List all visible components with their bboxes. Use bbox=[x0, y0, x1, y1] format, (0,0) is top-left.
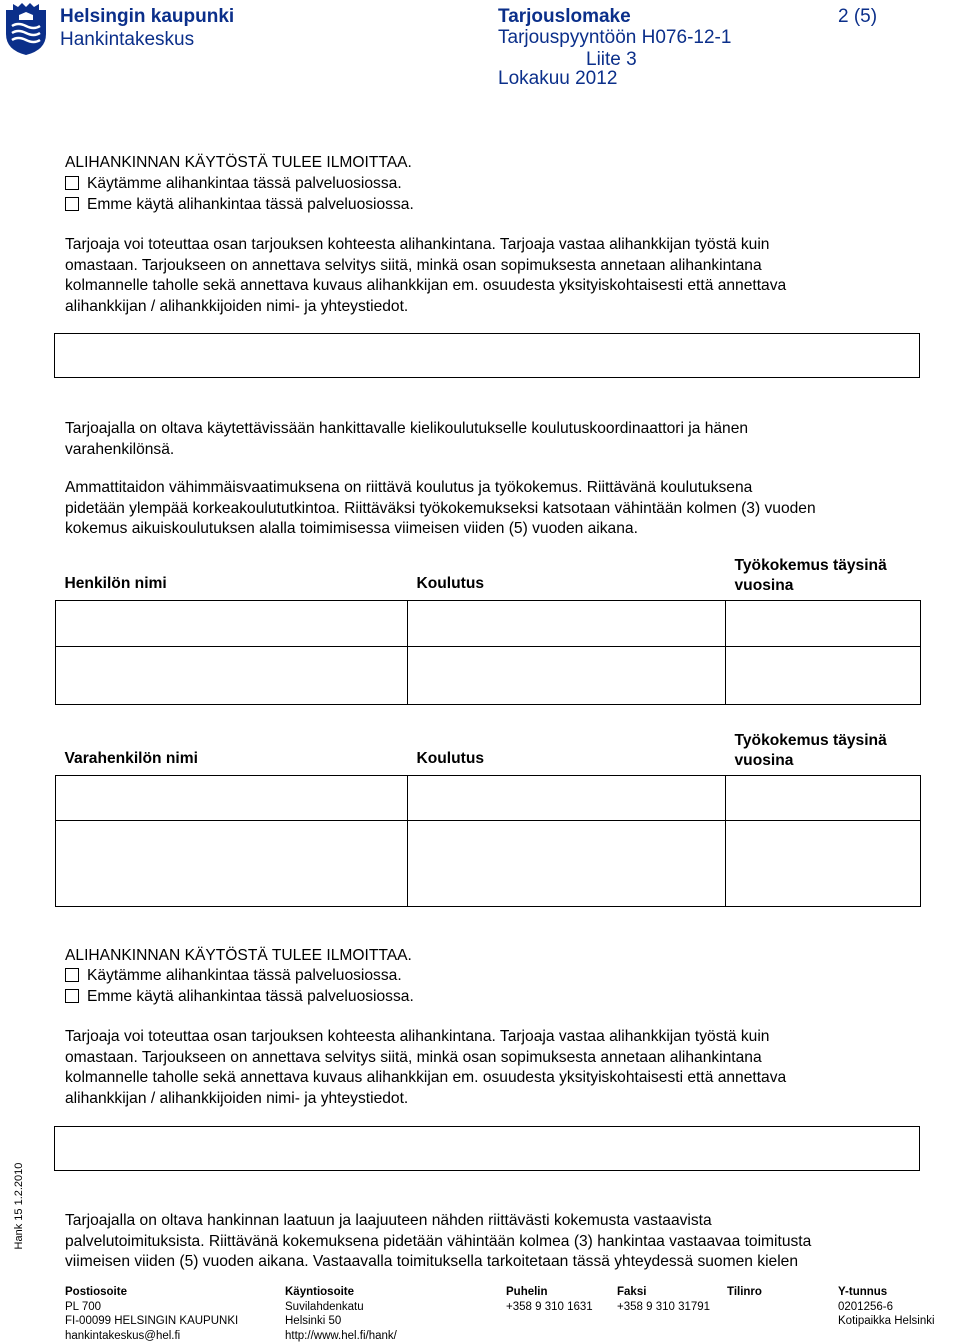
header-line: vuosina bbox=[734, 576, 794, 594]
table-row bbox=[56, 646, 921, 704]
footer-value: FI-00099 HELSINGIN KAUPUNKI bbox=[65, 1315, 239, 1327]
coordinator-paragraph bbox=[65, 419, 895, 460]
cell-name[interactable] bbox=[56, 820, 408, 906]
header-line: Työkokemus täysinä bbox=[734, 556, 887, 574]
text-line: Tarjoajalla on oltava käytettävissään hankittavalle kielikoulutukselle koulutuskoordinaattori ja hänen bbox=[65, 420, 749, 437]
footer-fax bbox=[617, 1285, 710, 1314]
footer-label: Puhelin bbox=[506, 1286, 548, 1298]
option-use-subcontracting[interactable] bbox=[65, 174, 402, 195]
text-line: varahenkilönsä. bbox=[65, 440, 175, 458]
doc-date: Lokakuu 2012 bbox=[498, 68, 618, 89]
coordinator-table bbox=[55, 555, 921, 705]
org-name: Helsingin kaupunki bbox=[60, 6, 235, 27]
qualification-paragraph bbox=[65, 478, 895, 540]
attachment-label: Liite 3 bbox=[586, 49, 637, 70]
footer-value: Helsinki 50 bbox=[285, 1315, 342, 1327]
cell-experience[interactable] bbox=[726, 600, 921, 646]
text-line: Tarjoaja voi toteuttaa osan tarjouksen kohteesta alihankintana. Tarjoaja vastaa alihankkijan työstä kuin bbox=[65, 236, 770, 253]
table-row bbox=[56, 600, 921, 646]
footer-label: Käyntiosoite bbox=[285, 1286, 355, 1298]
option-no-subcontracting[interactable] bbox=[65, 195, 414, 216]
text-line: alihankkijan / alihankkijoiden nimi- ja yhteystiedot. bbox=[65, 1089, 409, 1107]
option-label: Emme käytä alihankintaa tässä palveluosiossa. bbox=[87, 988, 414, 1005]
cell-experience[interactable] bbox=[726, 646, 921, 704]
deputy-table bbox=[55, 730, 921, 907]
form-code: Hank 15 1.2.2010 bbox=[13, 1162, 25, 1250]
footer-label: Postiosoite bbox=[65, 1286, 127, 1298]
footer-phone bbox=[506, 1285, 593, 1314]
cell-experience[interactable] bbox=[726, 775, 921, 820]
option-label: Käytämme alihankintaa tässä palveluosiossa. bbox=[87, 967, 402, 984]
option-label: Emme käytä alihankintaa tässä palveluosiossa. bbox=[87, 196, 414, 213]
footer-visit bbox=[285, 1285, 397, 1343]
text-line: kokemus aikuiskoulutuksen alalla toimimisessa viimeisen viiden (5) vuoden aikana. bbox=[65, 520, 638, 537]
text-line: kolmannelle taholle sekä annettava kuvaus alihankkijan em. osuudesta yksityiskohtaisesti että annettava bbox=[65, 1069, 787, 1086]
table-row bbox=[56, 775, 921, 820]
subcontracting-paragraph bbox=[65, 235, 895, 317]
cell-education[interactable] bbox=[408, 820, 726, 906]
cell-name[interactable] bbox=[56, 600, 408, 646]
footer-value: +358 9 310 1631 bbox=[506, 1300, 593, 1313]
table-row bbox=[56, 820, 921, 906]
text-line: Tarjoajalla on oltava hankinnan laatuun ja laajuuteen nähden riittävästi kokemusta vastaavista bbox=[65, 1212, 712, 1229]
org-unit: Hankintakeskus bbox=[60, 29, 195, 50]
cell-education[interactable] bbox=[408, 646, 726, 704]
footer-value: +358 9 310 31791 bbox=[617, 1300, 711, 1313]
section-heading: ALIHANKINNAN KÄYTÖSTÄ TULEE ILMOITTAA. bbox=[65, 154, 412, 171]
footer-account bbox=[727, 1285, 762, 1300]
footer-label: Faksi bbox=[617, 1286, 647, 1298]
footer-email[interactable]: hankintakeskus@hel.fi bbox=[65, 1329, 181, 1342]
footer-value: PL 700 bbox=[65, 1300, 102, 1313]
doc-title: Tarjouslomake bbox=[498, 6, 631, 27]
footer-website-link[interactable]: http://www.hel.fi/hank/ bbox=[285, 1329, 397, 1342]
cell-experience[interactable] bbox=[726, 820, 921, 906]
text-line: omastaan. Tarjoukseen on annettava selvitys siitä, minkä osan sopimuksesta annetaan alihankintana bbox=[65, 1048, 762, 1066]
cell-education[interactable] bbox=[408, 600, 726, 646]
col-header-experience bbox=[726, 555, 921, 600]
subcontractor-info-field[interactable] bbox=[54, 1126, 920, 1171]
text-line: alihankkijan / alihankkijoiden nimi- ja yhteystiedot. bbox=[65, 297, 409, 315]
cell-name[interactable] bbox=[56, 646, 408, 704]
text-line: palvelutoimituksista. Riittävänä kokemuksena pidetään vähintään kolmea (3) hankintaa vastaavaa toimitusta bbox=[65, 1232, 812, 1250]
section-heading: ALIHANKINNAN KÄYTÖSTÄ TULEE ILMOITTAA. bbox=[65, 947, 412, 964]
subcontractor-info-field[interactable] bbox=[54, 333, 920, 378]
col-header-experience bbox=[726, 730, 921, 775]
text-line: viimeisen viiden (5) vuoden aikana. Vastaavalla toimituksella tarkoitetaan tässä yhteydessä suomen kielen bbox=[65, 1253, 799, 1270]
page-number: 2 (5) bbox=[838, 6, 878, 27]
col-header-education: Koulutus bbox=[408, 555, 726, 600]
header-line: vuosina bbox=[734, 751, 794, 769]
footer-label: Y-tunnus bbox=[838, 1286, 888, 1298]
text-line: kolmannelle taholle sekä annettava kuvaus alihankkijan em. osuudesta yksityiskohtaisesti että annettava bbox=[65, 277, 787, 294]
footer-value: Suvilahdenkatu bbox=[285, 1300, 364, 1313]
footer-value: Kotipaikka Helsinki bbox=[838, 1315, 935, 1327]
subcontracting-paragraph bbox=[65, 1027, 895, 1109]
checkbox[interactable] bbox=[65, 989, 79, 1003]
text-line: Ammattitaidon vähimmäisvaatimuksena on riittävä koulutus ja työkokemus. Riittävänä koulutuksena bbox=[65, 479, 753, 496]
col-header-education: Koulutus bbox=[408, 730, 726, 775]
footer-business-id bbox=[838, 1285, 935, 1329]
text-line: pidetään ylempää korkeakoulututkintoa. Riittäväksi työkokemukseksi katsotaan vähintään kolmen (3) vuoden bbox=[65, 499, 816, 517]
cell-education[interactable] bbox=[408, 775, 726, 820]
footer-label: Tilinro bbox=[727, 1286, 762, 1298]
doc-reference: Tarjouspyyntöön H076-12-1 bbox=[498, 27, 732, 48]
header-line: Työkokemus täysinä bbox=[734, 731, 887, 749]
footer-value: 0201256-6 bbox=[838, 1300, 893, 1313]
checkbox[interactable] bbox=[65, 968, 79, 982]
option-no-subcontracting[interactable] bbox=[65, 987, 414, 1008]
footer-postal bbox=[65, 1285, 238, 1343]
col-header-name: Henkilön nimi bbox=[56, 555, 408, 600]
text-line: Tarjoaja voi toteuttaa osan tarjouksen kohteesta alihankintana. Tarjoaja vastaa alihankkijan työstä kuin bbox=[65, 1028, 770, 1045]
experience-paragraph bbox=[65, 1211, 895, 1273]
cell-name[interactable] bbox=[56, 775, 408, 820]
col-header-deputy-name: Varahenkilön nimi bbox=[56, 730, 408, 775]
option-use-subcontracting[interactable] bbox=[65, 966, 402, 987]
text-line: omastaan. Tarjoukseen on annettava selvitys siitä, minkä osan sopimuksesta annetaan alihankintana bbox=[65, 256, 762, 274]
option-label: Käytämme alihankintaa tässä palveluosiossa. bbox=[87, 175, 402, 192]
checkbox[interactable] bbox=[65, 176, 79, 190]
checkbox[interactable] bbox=[65, 197, 79, 211]
helsinki-crest-logo bbox=[4, 2, 48, 56]
